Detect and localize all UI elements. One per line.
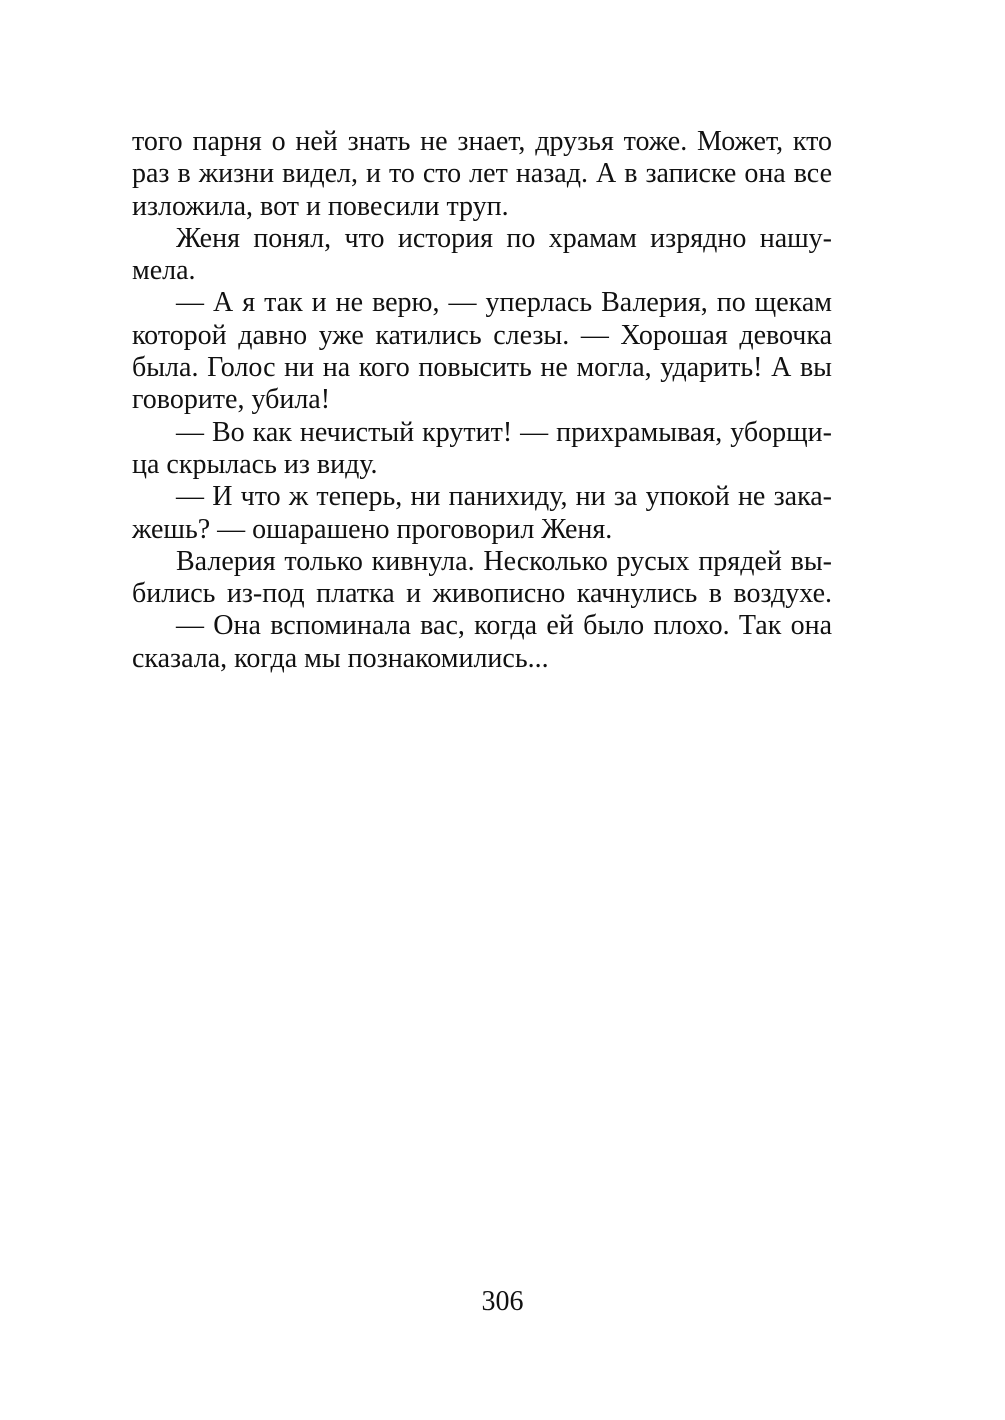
text-line: раз в жизни видел, и то сто лет назад. А в записке она все: [132, 158, 832, 190]
text-line: Женя понял, что история по храмам изрядно нашу-: [176, 222, 832, 254]
text-line: жешь? — ошарашено проговорил Женя.: [132, 513, 613, 545]
text-line: ца скрылась из виду.: [132, 448, 378, 480]
text-line: того парня о ней знать не знает, друзья тоже. Может, кто: [132, 126, 832, 157]
text-line: изложила, вот и повесили труп.: [132, 190, 509, 222]
text-line: мела.: [132, 255, 196, 287]
text-line: Валерия только кивнула. Несколько русых прядей вы-: [176, 545, 832, 577]
text-line: — Она вспоминала вас, когда ей было плохо. Так она: [176, 610, 832, 642]
body-text: [132, 126, 832, 675]
text-line: говорите, убила!: [132, 384, 331, 416]
text-line: бились из-под платка и живописно качнулись в воздухе.: [132, 578, 832, 610]
text-line: сказала, когда мы познакомились...: [132, 642, 549, 674]
text-line: — Во как нечистый крутит! — прихрамывая, уборщи-: [176, 416, 832, 448]
text-line: которой давно уже катились слезы. — Хорошая девочка: [132, 319, 832, 351]
page-number: 306: [481, 1286, 524, 1317]
text-line: — И что ж теперь, ни панихиду, ни за упокой не зака-: [176, 481, 832, 513]
text-line: — А я так и не верю, — уперлась Валерия, по щекам: [176, 287, 832, 319]
text-line: была. Голос ни на кого повысить не могла, ударить! А вы: [132, 352, 832, 384]
